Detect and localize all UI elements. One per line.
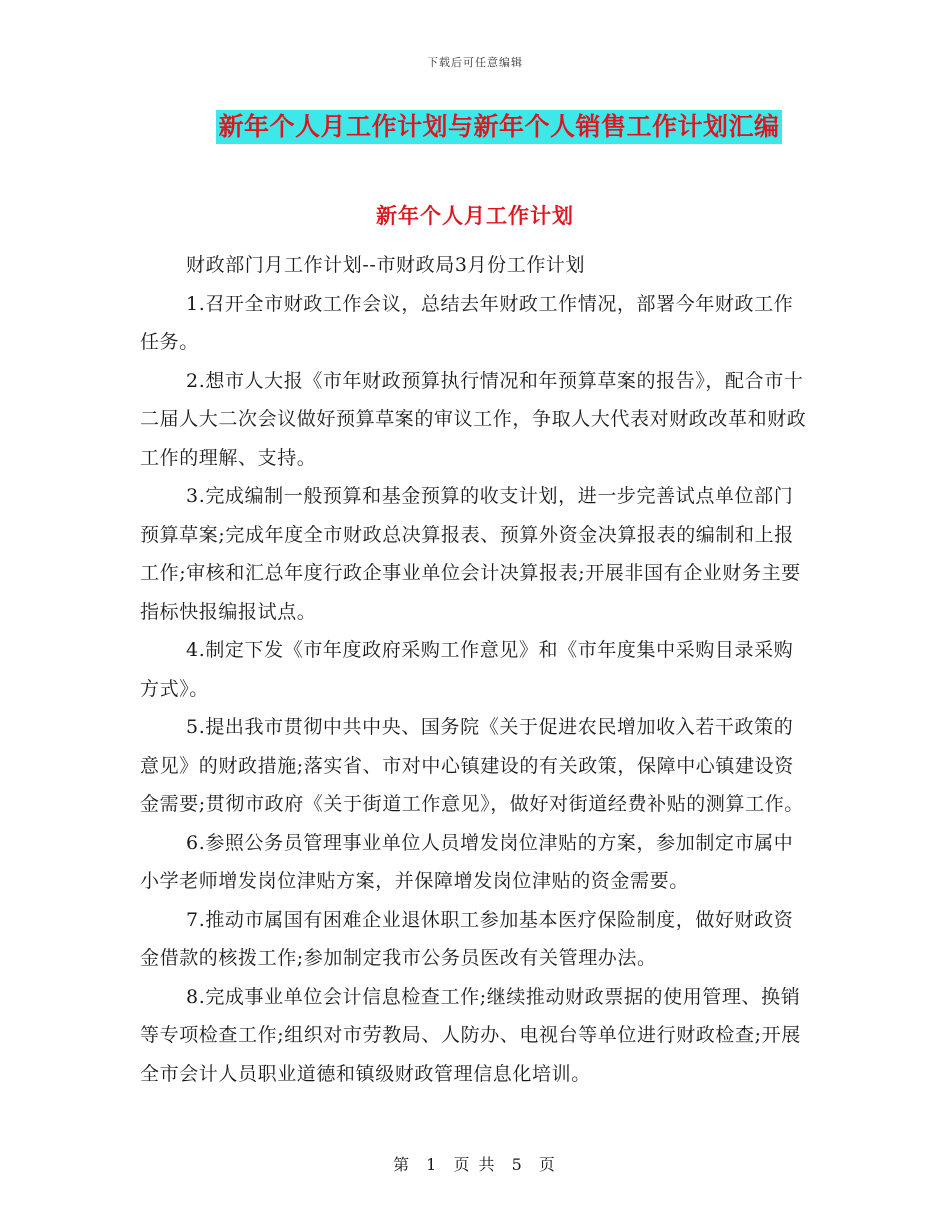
paragraph-intro: 财政部门月工作计划--市财政局3月份工作计划: [186, 254, 586, 276]
paragraph-item-1: 1.召开全市财政工作会议，总结去年财政工作情况，部署今年财政工作任务。: [140, 292, 794, 353]
paragraph-item-4: 4.制定下发《市年度政府采购工作意见》和《市年度集中采购目录采购方式》。: [140, 639, 794, 700]
paragraph-item-7: 7.推动市属国有困难企业退休职工参加基本医疗保险制度，做好财政资金借款的核拨工作;参加制定我市公务员医改有关管理办法。: [140, 908, 794, 969]
page-footer: [0, 1152, 950, 1175]
paragraph-item-6: 6.参照公务员管理事业单位人员增发岗位津贴的方案，参加制定市属中小学老师增发岗位津贴方案，并保障增发岗位津贴的资金需要。: [140, 831, 794, 892]
paragraph-item-2: 2.想市人大报《市年财政预算执行情况和年预算草案的报告》，配合市十二届人大二次会议做好预算草案的审议工作，争取人大代表对财政改革和财政工作的理解、支持。: [140, 369, 807, 469]
paragraph-item-3: 3.完成编制一般预算和基金预算的收支计划，进一步完善试点单位部门预算草案;完成年度全市财政总决算报表、预算外资金决算报表的编制和上报工作;审核和汇总年度行政企事业单位会计决算报表;开展非国有企业财务主要指标快报编报试点。: [140, 485, 801, 623]
page-number: 1: [426, 1155, 439, 1174]
paragraph-item-5: 5.提出我市贯彻中共中央、国务院《关于促进农民增加收入若干政策的意见》的财政措施;落实省、市对中心镇建设的有关政策，保障中心镇建设资金需要;贯彻市政府《关于街道工作意见》，做好对街道经费补贴的测算工作。: [140, 716, 804, 815]
page-total: 5: [511, 1155, 524, 1174]
paragraph-item-8: 8.完成事业单位会计信息检查工作;继续推动财政票据的使用管理、换销等专项检查工作;组织对市劳教局、人防办、电视台等单位进行财政检查;开展全市会计人员职业道德和镇级财政管理信息化培训。: [140, 985, 801, 1085]
document-title-container: [0, 110, 950, 144]
page-suffix: 页: [538, 1155, 557, 1174]
document-title: 新年个人月工作计划与新年个人销售工作计划汇编: [216, 110, 781, 144]
section-title: 新年个人月工作计划: [376, 203, 574, 228]
page-middle: 页 共: [453, 1155, 497, 1174]
header-note: 下载后可任意编辑: [427, 56, 523, 69]
document-body: [140, 246, 810, 1093]
page-prefix: 第: [393, 1155, 412, 1174]
